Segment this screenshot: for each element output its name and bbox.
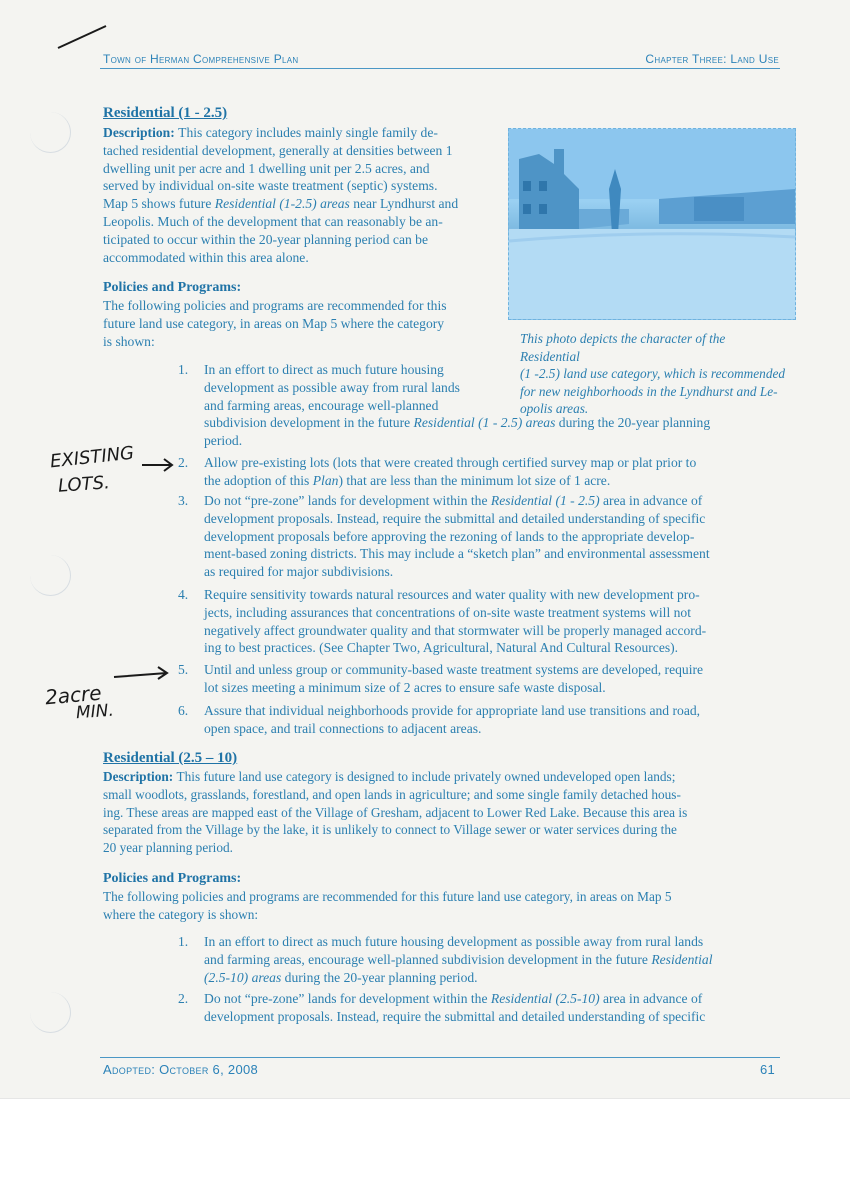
description-line: This category includes mainly single family de- (178, 125, 438, 140)
photo-scene (509, 129, 795, 319)
policies-intro-line: The following policies and programs are recommended for this future land use category, in areas on Map 5 (103, 889, 672, 904)
list-item-line: Until and unless group or community-based waste treatment systems are developed, require (204, 662, 704, 677)
policies-intro-line: where the category is shown: (103, 906, 259, 922)
list-number: 4. (178, 587, 189, 602)
caption-line: This photo depicts the character of the Residential (520, 331, 726, 364)
list-item-line: development proposals. Instead, require the submittal and detailed understanding of specific (204, 1008, 706, 1024)
binder-hole (30, 992, 71, 1033)
list-item-line: as required for major subdivisions. (204, 564, 394, 580)
description-line: This future land use category is designed to include privately owned undeveloped open lands; (176, 769, 676, 784)
footer-rule (100, 1057, 780, 1058)
section-description-residential-1: Description: This category includes mainly single family de- tached residential development, generally at densities between 1 dwelling unit per acre and 1 dwelling unit per 2.5 acres, and served by individual on-site waste treatment (septic) systems. Map 5 shows future Residential (1-2.5) areas near Lyndhurst and Leopolis. Much of the development that can reasonably be an- ticipated to occur within the 20-year planning period can be accommodated within this area alone. (103, 124, 503, 266)
list-number: 3. (178, 493, 189, 508)
list-item-line: Do not “pre-zone” lands for development within the Residential (1 - 2.5) area in advance of (204, 493, 703, 508)
list-item (204, 990, 779, 1026)
description-line: Map 5 shows future Residential (1-2.5) areas near Lyndhurst and (103, 196, 459, 212)
arrow-icon (140, 455, 176, 475)
section-description-residential-2: Description: This future land use category is designed to include privately owned undeveloped open lands; small woodlots, grasslands, forestland, and open lands in agriculture; and some single family detached hous- ing. These areas are mapped east of the Village of Gresham, adjacent to Lower Red Lake. Because this area is separated from the Village by the lake, it is unlikely to connect to Village sewer or water services during the 20 year planning period. (103, 768, 783, 857)
list-item-line: subdivision development in the future Residential (1 - 2.5) areas during the 20-year planning (204, 415, 711, 431)
section-title-residential-2: Residential (2.5 – 10) (103, 750, 238, 766)
list-item-line: period. (204, 433, 243, 449)
pen-stroke-mark (52, 22, 112, 54)
list-item-line: (2.5-10) areas during the 20-year planning period. (204, 969, 478, 985)
header-right: Chapter Three: Land Use (645, 52, 779, 66)
policies-intro (103, 888, 783, 924)
description-line: separated from the Village by the lake, it is unlikely to connect to Village sewer or water services during the (103, 822, 677, 838)
description-line: ticipated to occur within the 20-year planning period can be (103, 231, 429, 247)
list-item (204, 933, 779, 986)
description-line: served by individual on-site waste treatment (septic) systems. (103, 178, 438, 194)
description-label: Description (103, 769, 169, 784)
arrow-icon (112, 665, 172, 685)
list-item (204, 702, 779, 738)
list-item (204, 492, 779, 581)
list-item-line: the adoption of this Plan) that are less than the minimum lot size of 1 acre. (204, 472, 611, 488)
list-item-line: development proposals. Instead, require the submittal and detailed understanding of specific (204, 510, 706, 526)
handwritten-note: MIN. (75, 700, 115, 724)
list-item (204, 661, 779, 697)
description-line: 20 year planning period. (103, 840, 233, 856)
list-item-line: jects, including assurances that concentrations of on-site waste treatment systems will not (204, 604, 691, 620)
description-line: ing. These areas are mapped east of the Village of Gresham, adjacent to Lower Red Lake. Because this area is (103, 804, 688, 820)
list-item-line: and farming areas, encourage well-planned (204, 397, 439, 413)
list-item (204, 454, 774, 490)
handwritten-note: 2acre (44, 680, 103, 710)
page-number: 61 (759, 1062, 775, 1077)
list-item-line: Do not “pre-zone” lands for development within the Residential (2.5-10) area in advance of (204, 991, 703, 1006)
caption-line: opolis areas. (520, 401, 589, 416)
list-item-line: In an effort to direct as much future housing development as possible away from rural lands (204, 934, 704, 949)
description-line: tached residential development, generally at densities between 1 (103, 142, 453, 158)
list-item-line: negatively affect groundwater quality and that stormwater will be properly managed accord- (204, 622, 707, 638)
list-item (204, 586, 779, 657)
policies-intro-line: future land use category, in areas on Map 5 where the category (103, 315, 445, 331)
list-item-line: and farming areas, encourage well-planned subdivision development in the future Residential (204, 951, 713, 967)
list-number: 1. (178, 934, 189, 949)
list-item-line: Assure that individual neighborhoods provide for appropriate land use transitions and road, (204, 703, 701, 718)
caption-line: for new neighborhoods in the Lyndhurst and Le- (520, 383, 778, 399)
list-number: 6. (178, 703, 189, 718)
description-line: small woodlots, grasslands, forestland, and open lands in agriculture; and some single family detached hous- (103, 786, 681, 802)
list-item-line: development as possible away from rural lands (204, 379, 460, 395)
policies-title: Policies and Programs: (103, 280, 242, 295)
policies-intro (103, 297, 503, 350)
description-line: Leopolis. Much of the development that can reasonably be an- (103, 213, 443, 229)
description-line: dwelling unit per acre and 1 dwelling unit per 2.5 acres, and (103, 160, 430, 176)
list-item-line: development proposals before approving the rezoning of lands to the appropriate develop- (204, 528, 695, 544)
scan-margin (0, 1098, 850, 1184)
residential-photo (508, 128, 796, 320)
description-line: accommodated within this area alone. (103, 249, 309, 265)
list-item (204, 361, 774, 450)
list-number: 5. (178, 662, 189, 677)
policies-intro-line: The following policies and programs are recommended for this (103, 298, 447, 313)
list-item-line: open space, and trail connections to adjacent areas. (204, 720, 482, 736)
list-item-line: ing to best practices. (See Chapter Two, Agricultural, Natural And Cultural Resources). (204, 640, 679, 656)
list-item-line: Require sensitivity towards natural resources and water quality with new development pro- (204, 587, 700, 602)
header-rule (100, 68, 780, 69)
section-title-residential-1: Residential (1 - 2.5) (103, 105, 228, 121)
list-number: 1. (178, 362, 189, 377)
policies-title: Policies and Programs: (103, 871, 242, 886)
caption-line: (1 -2.5) land use category, which is recommended (520, 366, 786, 381)
description-label: Description (103, 125, 171, 140)
list-number: 2. (178, 455, 189, 470)
handwritten-note: LOTS. (57, 472, 111, 497)
list-item-line: lot sizes meeting a minimum size of 2 acres to ensure safe waste disposal. (204, 679, 606, 695)
list-item-line: Allow pre-existing lots (lots that were created through certified survey map or plat prior to (204, 455, 697, 470)
list-number: 2. (178, 991, 189, 1006)
handwritten-note: EXISTING (49, 442, 136, 473)
binder-hole (30, 112, 71, 153)
footer-adopted-date: Adopted: October 6, 2008 (103, 1062, 259, 1077)
policies-intro-line: is shown: (103, 333, 155, 349)
header-left: Town of Herman Comprehensive Plan (103, 52, 299, 66)
binder-hole (30, 555, 71, 596)
list-item-line: In an effort to direct as much future housing (204, 362, 444, 377)
list-item-line: ment-based zoning districts. This may include a “sketch plan” and environmental assessment (204, 546, 710, 562)
